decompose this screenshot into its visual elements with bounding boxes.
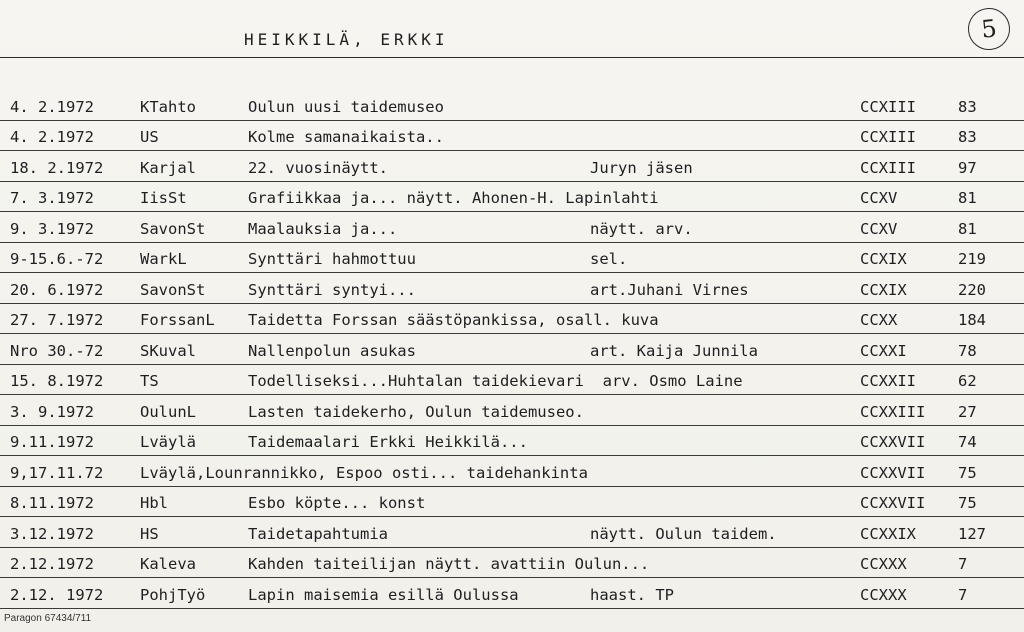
- entry-title: Lasten taidekerho, Oulun taidemuseo.: [248, 402, 584, 421]
- entry-date: 9-15.6.-72: [10, 250, 104, 268]
- card-title: HEIKKILÄ, ERKKI: [244, 30, 449, 49]
- entry-date: 3. 9.1972: [10, 402, 94, 421]
- entry-date: 7. 3.1972: [10, 189, 94, 207]
- entry-source: TS: [140, 372, 159, 390]
- entry-row: [0, 548, 1024, 579]
- entry-volume: CCXIII: [860, 97, 916, 116]
- entry-title: Oulun uusi taidemuseo: [248, 97, 444, 116]
- entry-date: 2.12.1972: [10, 555, 94, 573]
- card-number-circle: 5: [966, 6, 1012, 52]
- entry-source: WarkL: [140, 250, 187, 268]
- entry-row: [0, 456, 1024, 487]
- entry-title: Synttäri syntyi...: [248, 280, 416, 299]
- entry-title: 22. vuosinäytt.: [248, 158, 388, 177]
- header-rule: [0, 57, 1024, 58]
- entry-volume: CCXIII: [860, 158, 916, 177]
- entry-title: Taidetta Forssan säästöpankissa, osall. kuva: [248, 311, 659, 329]
- entry-title: Grafiikkaa ja... näytt. Ahonen-H. Lapinlahti: [248, 189, 659, 207]
- entry-title: Kahden taiteilijan näytt. avattiin Oulun...: [248, 555, 650, 573]
- entry-source: OulunL: [140, 402, 196, 421]
- entry-volume: CCXV: [860, 189, 898, 207]
- entry-row: [0, 182, 1024, 213]
- entry-note: art. Kaija Junnila: [590, 341, 758, 360]
- entry-date: 4. 2.1972: [10, 97, 94, 116]
- entry-row: [0, 517, 1024, 548]
- entry-volume: CCXXI: [860, 341, 907, 360]
- entry-row: [0, 273, 1024, 304]
- entry-volume: CCXIII: [860, 128, 916, 146]
- entry-page: 7: [958, 555, 968, 573]
- entry-date: 20. 6.1972: [10, 280, 104, 299]
- entry-volume: CCXXVII: [860, 494, 926, 512]
- entry-date: 9. 3.1972: [10, 219, 94, 238]
- entry-title: Taidemaalari Erkki Heikkilä...: [248, 433, 528, 451]
- entry-date: 9,17.11.72: [10, 463, 104, 482]
- entry-source: SavonSt: [140, 219, 206, 238]
- entry-page: 7: [958, 585, 968, 604]
- entry-source: Lväylä: [140, 433, 196, 451]
- entry-row: [0, 426, 1024, 457]
- entry-note: näytt. Oulun taidem.: [590, 524, 777, 543]
- entry-source: SavonSt: [140, 280, 206, 299]
- entry-page: 27: [958, 402, 977, 421]
- entry-page: 81: [958, 189, 977, 207]
- entry-page: 184: [958, 311, 986, 329]
- entry-volume: CCXV: [860, 219, 898, 238]
- entry-title: Nallenpolun asukas: [248, 341, 416, 360]
- entries-list: [0, 90, 1024, 609]
- entry-row: [0, 487, 1024, 518]
- entry-date: 2.12. 1972: [10, 585, 104, 604]
- entry-page: 83: [958, 97, 977, 116]
- entry-date: Nro 30.-72: [10, 341, 104, 360]
- entry-source: ForssanL: [140, 311, 215, 329]
- entry-row: [0, 243, 1024, 274]
- entry-volume: CCXXX: [860, 555, 907, 573]
- entry-page: 78: [958, 341, 977, 360]
- entry-source: HS: [140, 524, 159, 543]
- entry-row: [0, 90, 1024, 121]
- entry-source: Karjal: [140, 158, 196, 177]
- entry-title: Lapin maisemia esillä Oulussa: [248, 585, 519, 604]
- entry-volume: CCXXX: [860, 585, 907, 604]
- entry-title: Maalauksia ja...: [248, 219, 398, 238]
- entry-row: [0, 334, 1024, 365]
- entry-source: Kaleva: [140, 555, 196, 573]
- entry-date: 4. 2.1972: [10, 128, 94, 146]
- entry-date: 18. 2.1972: [10, 158, 104, 177]
- entry-source: Lväylä,Lounrannikko, Espoo osti... taidehankinta: [140, 463, 588, 482]
- entry-page: 62: [958, 372, 977, 390]
- entry-volume: CCXIX: [860, 250, 907, 268]
- entry-page: 97: [958, 158, 977, 177]
- entry-volume: CCXXVII: [860, 463, 926, 482]
- entry-page: 219: [958, 250, 986, 268]
- entry-page: 74: [958, 433, 977, 451]
- card-footer: Paragon 67434/711: [4, 613, 92, 624]
- entry-page: 83: [958, 128, 977, 146]
- entry-row: [0, 365, 1024, 396]
- entry-source: US: [140, 128, 159, 146]
- entry-note: art.Juhani Virnes: [590, 280, 749, 299]
- entry-note: sel.: [590, 250, 628, 268]
- entry-volume: CCXXIX: [860, 524, 916, 543]
- entry-row: [0, 121, 1024, 152]
- entry-volume: CCXXIII: [860, 402, 926, 421]
- entry-row: [0, 212, 1024, 243]
- entry-page: 127: [958, 524, 986, 543]
- entry-row: [0, 304, 1024, 335]
- entry-note: näytt. arv.: [590, 219, 693, 238]
- entry-page: 81: [958, 219, 977, 238]
- entry-source: KTahto: [140, 97, 196, 116]
- entry-row: [0, 151, 1024, 182]
- entry-source: IisSt: [140, 189, 187, 207]
- entry-volume: CCXX: [860, 311, 898, 329]
- entry-source: SKuval: [140, 341, 196, 360]
- entry-date: 3.12.1972: [10, 524, 94, 543]
- entry-page: 75: [958, 494, 977, 512]
- entry-row: [0, 578, 1024, 609]
- entry-page: 75: [958, 463, 977, 482]
- entry-note: Juryn jäsen: [590, 158, 693, 177]
- entry-title: Todelliseksi...Huhtalan taidekievari arv. Osmo Laine: [248, 372, 743, 390]
- entry-title: Synttäri hahmottuu: [248, 250, 416, 268]
- entry-note: haast. TP: [590, 585, 674, 604]
- entry-page: 220: [958, 280, 986, 299]
- entry-volume: CCXXII: [860, 372, 916, 390]
- entry-title: Kolme samanaikaista..: [248, 128, 444, 146]
- entry-title: Taidetapahtumia: [248, 524, 388, 543]
- entry-date: 8.11.1972: [10, 494, 94, 512]
- entry-date: 9.11.1972: [10, 433, 94, 451]
- entry-volume: CCXXVII: [860, 433, 926, 451]
- entry-source: Hbl: [140, 494, 168, 512]
- entry-volume: CCXIX: [860, 280, 907, 299]
- entry-row: [0, 395, 1024, 426]
- entry-date: 27. 7.1972: [10, 311, 104, 329]
- entry-title: Esbo köpte... konst: [248, 494, 426, 512]
- entry-date: 15. 8.1972: [10, 372, 104, 390]
- entry-source: PohjTyö: [140, 585, 206, 604]
